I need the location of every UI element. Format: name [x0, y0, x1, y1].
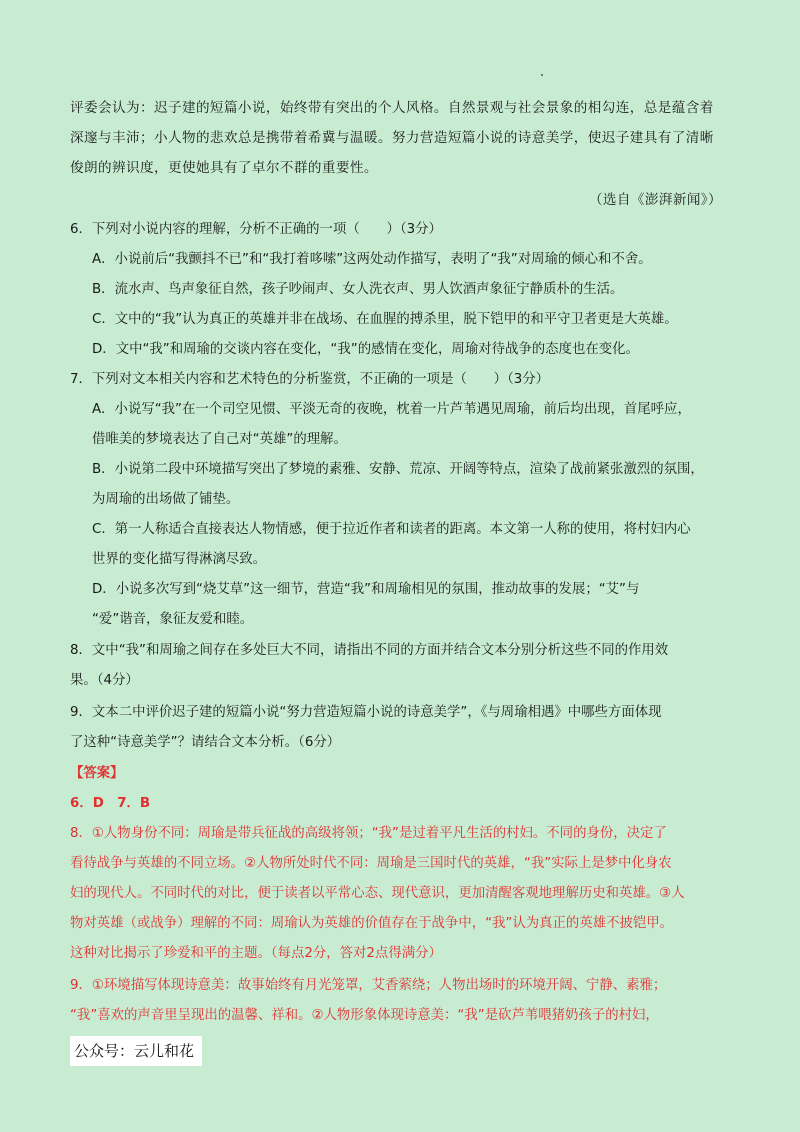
- answer-8-line-3: 妇的现代人。不同时代的对比，便于读者以平常心态、现代意识，更加清醒客观地理解历史和英雄。③人: [70, 886, 685, 901]
- question-7-option-c-line-1: C．第一人称适合直接表达人物情感，便于拉近作者和读者的距离。本文第一人称的使用，将村妇内心: [92, 522, 691, 537]
- review-text-line-3: 俊朗的辨识度，更使她具有了卓尔不群的重要性。: [70, 160, 378, 176]
- question-7-option-c-line-2: 世界的变化描写得淋漓尽致。: [92, 552, 267, 567]
- question-7-option-b-line-2: 为周瑜的出场做了铺垫。: [92, 492, 240, 507]
- answer-9-line-1: 9．①环境描写体现诗意美：故事始终有月光笼罩，艾香萦绕；人物出场时的环境开阔、宁静、素雅；: [70, 978, 667, 993]
- question-8-line-2: 果。（4分）: [70, 673, 139, 688]
- question-7-option-a-line-2: 借唯美的梦境表达了自己对“英雄”的理解。: [92, 432, 347, 447]
- question-8-line-1: 8．文中“我”和周瑜之间存在多处巨大不同，请指出不同的方面并结合文本分别分析这些不同的作用效: [70, 643, 669, 658]
- answer-8-line-1: 8．①人物身份不同：周瑜是带兵征战的高级将领；“我”是过着平凡生活的村妇。不同的身份，决定了: [70, 826, 667, 841]
- review-text-line-2: 深邃与丰沛；小人物的悲欢总是携带着希冀与温暖。努力营造短篇小说的诗意美学，使迟子建具有了清晰: [70, 130, 714, 146]
- question-6-option-a: A．小说前后“我颤抖不已”和“我打着哆嗦”这两处动作描写，表明了“我”对周瑜的倾心和不舍。: [92, 252, 652, 267]
- answer-9-line-2: “我”喜欢的声音里呈现出的温馨、祥和。②人物形象体现诗意美：“我”是砍芦苇喂猪奶孩子的村妇，: [70, 1008, 659, 1023]
- answer-8-line-4: 物对英雄（或战争）理解的不同：周瑜认为英雄的价值存在于战争中，“我”认为真正的英雄不披铠甲。: [70, 916, 674, 931]
- question-7-option-a-line-1: A．小说写“我”在一个司空见惯、平淡无奇的夜晚，枕着一片芦苇遇见周瑜，前后均出现，首尾呼应，: [92, 402, 691, 417]
- question-7-option-d-line-2: “爱”谐音，象征友爱和睦。: [92, 612, 254, 627]
- answer-choices: 6．D 7．B: [70, 796, 151, 811]
- question-9-line-2: 了这种“诗意美学”？请结合文本分析。（6分）: [70, 735, 341, 750]
- question-6-option-b: B．流水声、鸟声象征自然，孩子吵闹声、女人洗衣声、男人饮酒声象征宁静质朴的生活。: [92, 282, 624, 297]
- question-6-option-d: D．文中“我”和周瑜的交谈内容在变化，“我”的感情在变化，周瑜对待战争的态度也在变化。: [92, 342, 639, 357]
- question-7-stem: 7．下列对文本相关内容和艺术特色的分析鉴赏，不正确的一项是（ ）（3分）: [70, 372, 550, 387]
- public-account-label: 公众号：云儿和花: [74, 1042, 195, 1060]
- answer-heading: 【答案】: [70, 766, 124, 781]
- speck-dot: [541, 74, 543, 76]
- question-7-option-d-line-1: D．小说多次写到“烧艾草”这一细节，营造“我”和周瑜相见的氛围，推动故事的发展；“艾”与: [92, 582, 640, 597]
- question-6-option-c: C．文中的“我”认为真正的英雄并非在战场、在血腥的搏杀里，脱下铠甲的和平守卫者更是大英雄。: [92, 312, 678, 327]
- source-citation: （选自《澎湃新闻》）: [588, 192, 722, 208]
- answer-8-line-5: 这种对比揭示了珍爱和平的主题。（每点2分，答对2点得满分）: [70, 946, 442, 961]
- question-6-stem: 6．下列对小说内容的理解，分析不正确的一项（ ）（3分）: [70, 222, 442, 237]
- question-9-line-1: 9．文本二中评价迟子建的短篇小说“努力营造短篇小说的诗意美学”，《与周瑜相遇》中哪些方面体现: [70, 705, 662, 720]
- answer-8-line-2: 看待战争与英雄的不同立场。②人物所处时代不同：周瑜是三国时代的英雄，“我”实际上是梦中化身农: [70, 856, 672, 871]
- question-7-option-b-line-1: B．小说第二段中环境描写突出了梦境的素雅、安静、荒凉、开阔等特点，渲染了战前紧张激烈的氛围，: [92, 462, 704, 477]
- review-text-line-1: 评委会认为：迟子建的短篇小说，始终带有突出的个人风格。自然景观与社会景象的相勾连，总是蕴含着: [70, 100, 714, 116]
